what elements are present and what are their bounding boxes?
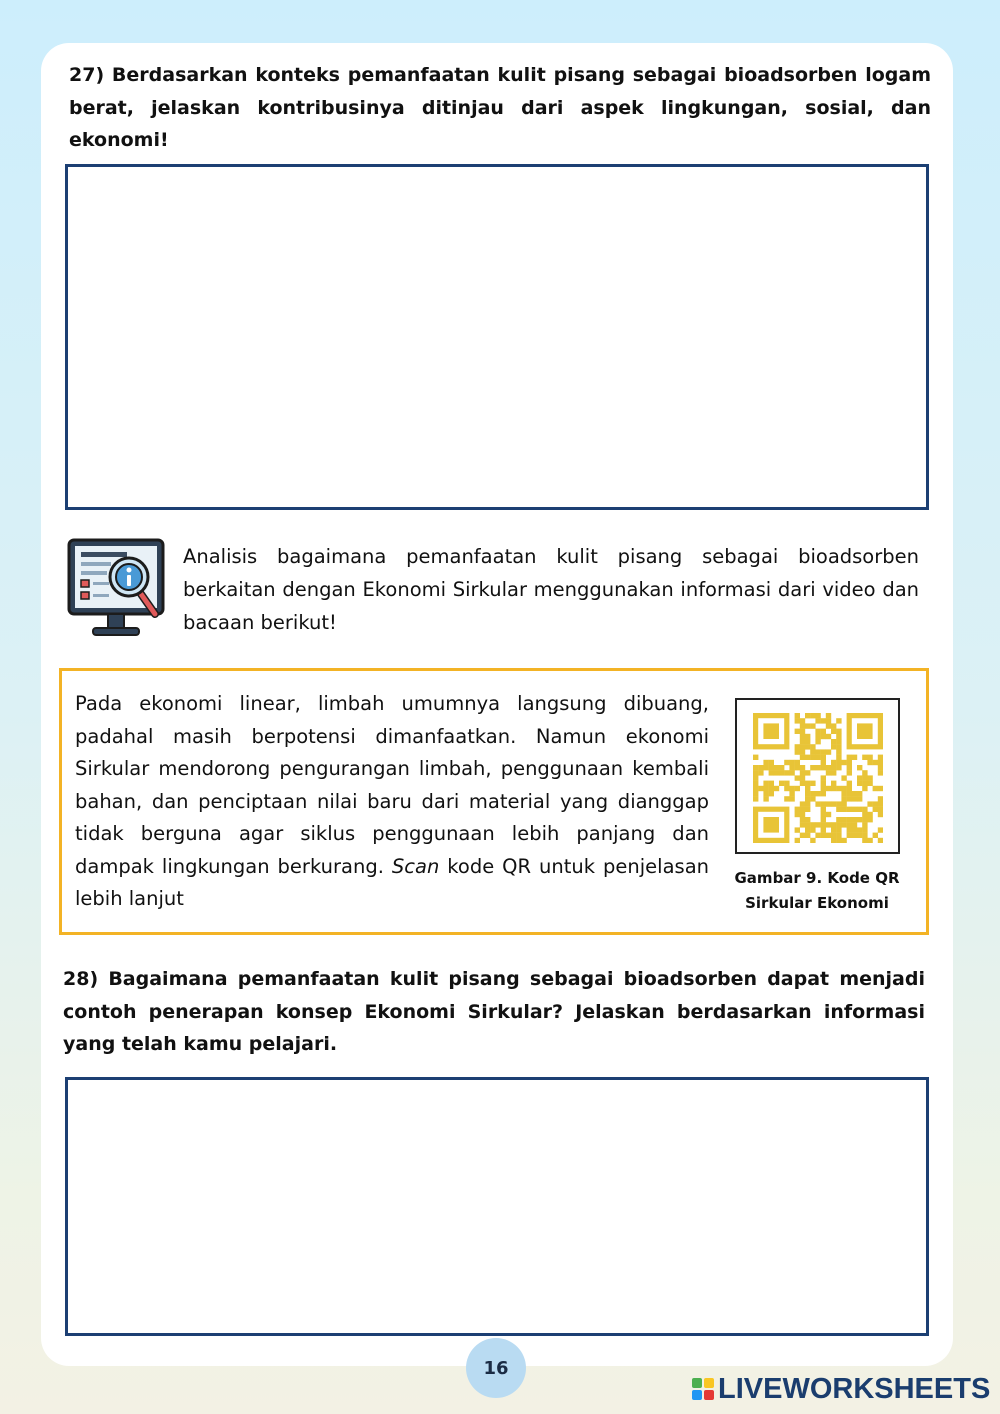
answer-box-27[interactable] [65,164,929,510]
reading-body: Pada ekonomi linear, limbah umumnya langsung dibuang, padahal masih berpotensi dimanfaatkan. Namun ekonomi Sirkular mendorong pengurangan limbah, penggunaan kembali bahan, dan penciptaan nilai baru dari material yang dianggap tidak berguna agar siklus penggunaan lebih panjang dan dampak lingkungan berkurang. [75,692,709,878]
qr-code[interactable] [735,698,900,854]
question-number: 28) [63,968,99,990]
answer-box-28[interactable] [65,1077,929,1336]
question-number: 27) [69,64,105,86]
question-28 [63,963,925,1061]
liveworksheets-logo [692,1372,990,1406]
instruction-text: Analisis bagaimana pemanfaatan kulit pisang sebagai bioadsorben berkaitan dengan Ekonomi Sirkular menggunakan informasi dari video dan bacaan berikut! [183,545,919,634]
page-number: 16 [483,1357,509,1379]
monitor-info-icon [65,536,169,644]
reading-scan: Scan [391,854,440,878]
brand-grid-icon [692,1378,714,1400]
question-27 [69,59,931,157]
qr-caption [727,866,907,916]
qr-code-icon [753,713,883,843]
reading-text [75,688,709,916]
brand-name: LIVEWORKSHEETS [718,1372,991,1405]
question-text: Bagaimana pemanfaatan kulit pisang sebagai bioadsorben dapat menjadi contoh penerapan konsep Ekonomi Sirkular? Jelaskan berdasarkan informasi yang telah kamu pelajari. [63,968,925,1055]
qr-caption-line1: Gambar 9. Kode QR [734,869,900,887]
question-text: Berdasarkan konteks pemanfaatan kulit pisang sebagai bioadsorben logam berat, jelaskan kontribusinya ditinjau dari aspek lingkungan, sosial, dan ekonomi! [69,64,931,151]
reading-tail: kode QR untuk penjelasan lebih lanjut [75,854,710,910]
page-number-badge [466,1338,526,1398]
qr-caption-line2: Sirkular Ekonomi [745,894,889,912]
